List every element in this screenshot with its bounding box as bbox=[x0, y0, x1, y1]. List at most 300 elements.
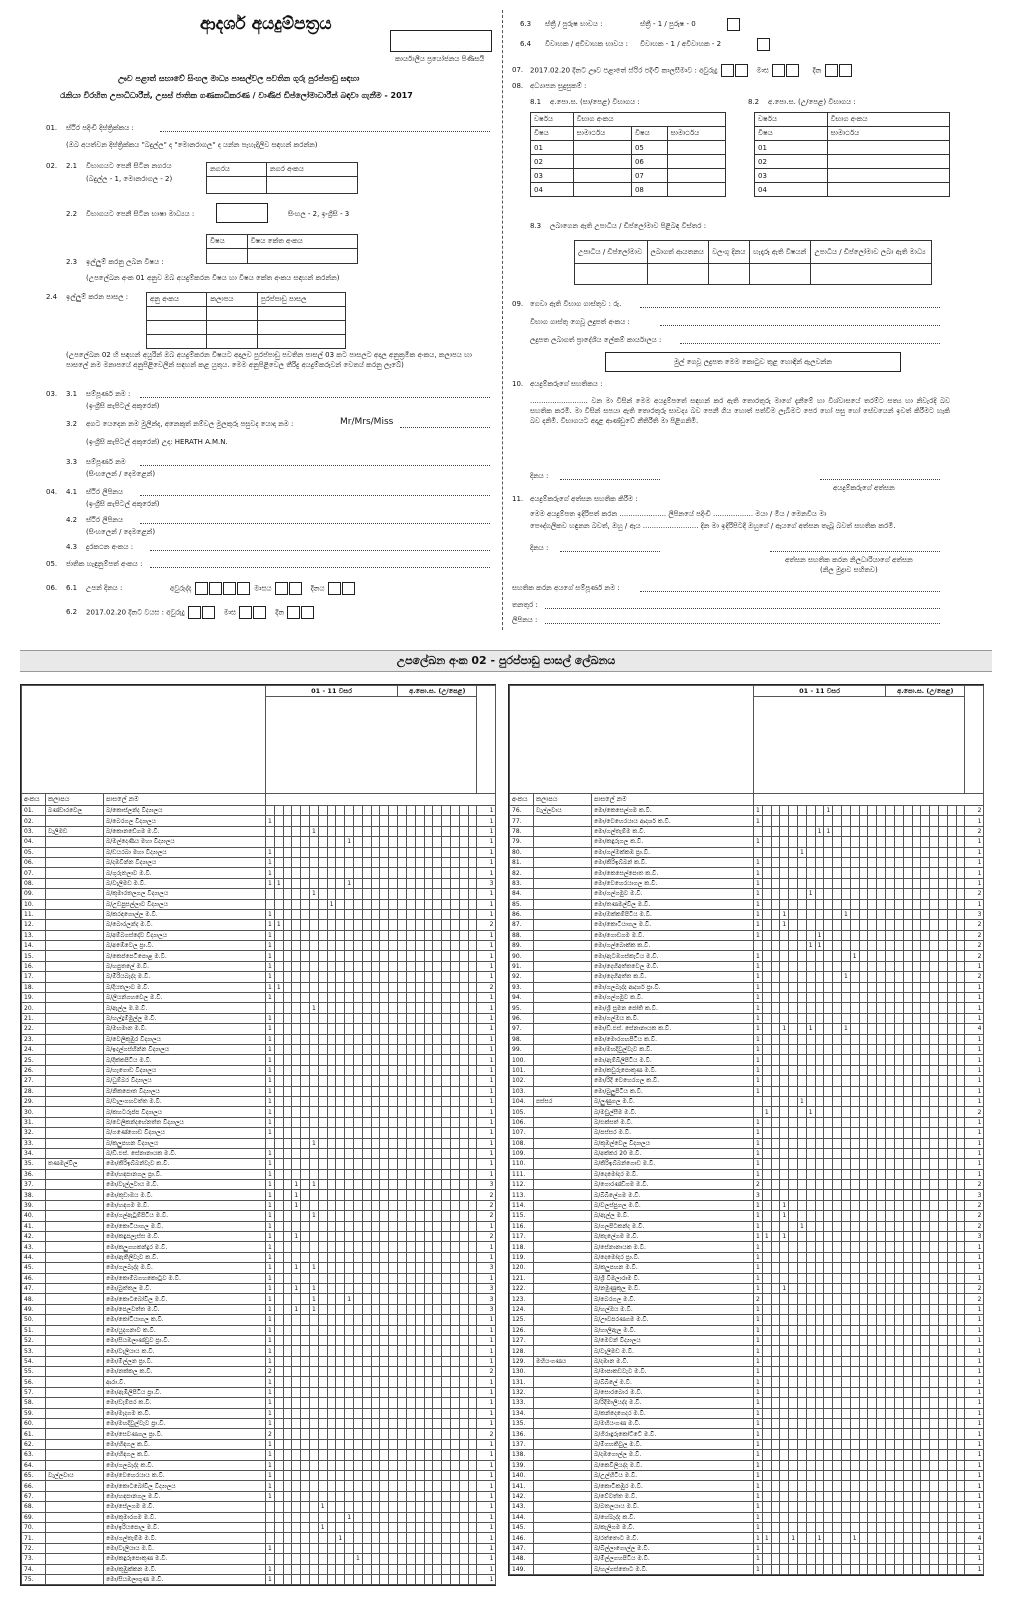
vacancy-cell bbox=[362, 1065, 371, 1075]
vacancy-cell bbox=[842, 1543, 851, 1553]
school-choice-table[interactable] bbox=[146, 292, 346, 349]
deg-cell[interactable] bbox=[750, 264, 811, 285]
vacancy-cell bbox=[921, 1034, 930, 1044]
vacancy-cell bbox=[318, 1512, 327, 1522]
vacancy-cell bbox=[318, 1086, 327, 1096]
vacancy-cell bbox=[833, 806, 842, 816]
ol-table[interactable] bbox=[530, 112, 726, 197]
vacancy-cell bbox=[877, 1076, 886, 1086]
table-row bbox=[22, 1180, 496, 1190]
vacancy-cell bbox=[956, 1502, 965, 1512]
cert-signature-field[interactable] bbox=[770, 551, 940, 552]
vacancy-cell bbox=[362, 1512, 371, 1522]
row-total: 1 bbox=[477, 909, 496, 919]
row-total: 1 bbox=[477, 1460, 496, 1470]
choice-cell[interactable] bbox=[147, 335, 207, 349]
vacancy-cell: 1 bbox=[274, 982, 283, 992]
ol-cell[interactable] bbox=[573, 183, 631, 197]
medium-box[interactable] bbox=[216, 203, 268, 223]
vacancy-cell bbox=[415, 1429, 424, 1439]
vacancy-cell bbox=[371, 1263, 380, 1273]
date-field[interactable] bbox=[560, 479, 660, 480]
row-school: බ/වැලිමඩ ම.වි. bbox=[592, 1346, 754, 1356]
vacancy-cell bbox=[354, 1252, 363, 1262]
row-total: 2 bbox=[477, 982, 496, 992]
date2-field[interactable] bbox=[560, 551, 660, 552]
vacancy-cell bbox=[424, 1377, 433, 1387]
nic-field[interactable] bbox=[150, 567, 490, 568]
vacancy-cell bbox=[850, 816, 859, 826]
row-no: 89. bbox=[510, 941, 534, 951]
vacancy-cell bbox=[292, 1554, 301, 1564]
residence-month-box[interactable] bbox=[786, 64, 799, 77]
city-cell[interactable] bbox=[207, 177, 267, 194]
vacancy-cell bbox=[336, 1076, 345, 1086]
subject-table[interactable] bbox=[206, 234, 358, 264]
vacancy-cell bbox=[301, 1159, 310, 1169]
applicant-signature-field[interactable] bbox=[820, 479, 940, 480]
vacancy-cell bbox=[850, 1128, 859, 1138]
row-school: බ/කොනඩේගම ම.වි. bbox=[104, 826, 266, 836]
vacancy-cell bbox=[859, 941, 868, 951]
vacancy-cell bbox=[380, 1543, 389, 1553]
vacancy-cell bbox=[815, 1512, 824, 1522]
vacancy-cell bbox=[894, 1439, 903, 1449]
cert-name-field[interactable] bbox=[640, 591, 940, 592]
vacancy-cell bbox=[442, 837, 451, 847]
vacancy-cell bbox=[824, 1450, 833, 1460]
ol-cell[interactable] bbox=[573, 169, 631, 183]
vacancy-cell bbox=[938, 1439, 947, 1449]
row-total: 1 bbox=[477, 806, 496, 816]
vacancy-cell bbox=[903, 1564, 912, 1574]
vacancy-cell bbox=[468, 1148, 477, 1158]
vacancy-cell bbox=[318, 1294, 327, 1304]
vacancy-cell bbox=[771, 1356, 780, 1366]
row-no: 62. bbox=[22, 1439, 46, 1449]
vacancy-cell bbox=[398, 1502, 407, 1512]
date-label: දිනය : bbox=[530, 472, 549, 480]
vacancy-cell bbox=[336, 1398, 345, 1408]
choice-cell[interactable] bbox=[257, 321, 345, 335]
residence-day-box[interactable] bbox=[839, 64, 852, 77]
ds-office-field[interactable] bbox=[680, 343, 940, 344]
vacancy-cell bbox=[947, 1096, 956, 1106]
vacancy-cell bbox=[274, 1522, 283, 1532]
col-school: පාසලේ නම bbox=[104, 794, 266, 806]
vacancy-cell bbox=[912, 1450, 921, 1460]
vacancy-cell bbox=[362, 1325, 371, 1335]
row-zone bbox=[46, 920, 104, 930]
vacancy-cell bbox=[806, 857, 815, 867]
row-zone bbox=[534, 1169, 592, 1179]
cert-addr-label: ලිපිනය : bbox=[512, 616, 538, 624]
vacancy-cell bbox=[336, 1003, 345, 1013]
vacancy-cell bbox=[406, 1335, 415, 1345]
row-total: 1 bbox=[477, 1356, 496, 1366]
vacancy-cell bbox=[310, 930, 319, 940]
vacancy-cell bbox=[947, 889, 956, 899]
vacancy-cell bbox=[459, 1471, 468, 1481]
vacancy-cell bbox=[762, 1387, 771, 1397]
dob-month-box[interactable] bbox=[289, 582, 302, 595]
residence-day-box[interactable] bbox=[825, 64, 838, 77]
vacancy-cell bbox=[327, 951, 336, 961]
vacancy-cell: 1 bbox=[789, 1533, 798, 1543]
vacancy-cell bbox=[912, 1356, 921, 1366]
office-use-box[interactable] bbox=[390, 30, 492, 52]
row-school: බ/හපුතලේ ම.වි. bbox=[104, 961, 266, 971]
dob-day-box[interactable] bbox=[342, 582, 355, 595]
row-zone bbox=[534, 1346, 592, 1356]
vacancy-cell bbox=[459, 1522, 468, 1532]
vacancy-cell bbox=[442, 1107, 451, 1117]
vacancy-cell bbox=[938, 806, 947, 816]
vacancy-cell bbox=[354, 1283, 363, 1293]
vacancy-cell bbox=[877, 1024, 886, 1034]
vacancy-cell bbox=[283, 816, 292, 826]
dob-month-box[interactable] bbox=[275, 582, 288, 595]
vacancy-cell bbox=[310, 1491, 319, 1501]
vacancy-cell bbox=[798, 1387, 807, 1397]
age-day-box[interactable] bbox=[301, 606, 314, 619]
vacancy-cell bbox=[877, 899, 886, 909]
vacancy-cell bbox=[389, 1076, 398, 1086]
vacancy-cell bbox=[903, 1481, 912, 1491]
row-zone bbox=[534, 1450, 592, 1460]
vacancy-cell bbox=[371, 1159, 380, 1169]
vacancy-cell bbox=[912, 951, 921, 961]
vacancy-cell bbox=[327, 1128, 336, 1138]
choice-cell[interactable] bbox=[207, 321, 257, 335]
vacancy-cell bbox=[301, 1367, 310, 1377]
choice-cell[interactable] bbox=[147, 321, 207, 335]
fee-field[interactable] bbox=[640, 307, 940, 308]
vacancy-cell bbox=[292, 1107, 301, 1117]
ol-cell[interactable] bbox=[667, 155, 725, 169]
vacancy-cell bbox=[938, 1304, 947, 1314]
vacancy-cell bbox=[859, 1024, 868, 1034]
vacancy-cell bbox=[442, 920, 451, 930]
vacancy-cell bbox=[877, 1283, 886, 1293]
vacancy-cell bbox=[301, 1190, 310, 1200]
vacancy-cell bbox=[921, 1190, 930, 1200]
row-no: 81. bbox=[510, 857, 534, 867]
row-total: 1 bbox=[965, 1522, 984, 1532]
vacancy-cell bbox=[956, 1055, 965, 1065]
vacancy-cell bbox=[336, 1419, 345, 1429]
vacancy-cell bbox=[903, 951, 912, 961]
ol-cell[interactable] bbox=[667, 183, 725, 197]
q33-label: සම්පූර්ණ නම bbox=[86, 458, 126, 466]
vacancy-cell bbox=[833, 826, 842, 836]
vacancy-cell: 1 bbox=[266, 993, 275, 1003]
dob-year-box[interactable] bbox=[195, 582, 208, 595]
vacancy-cell bbox=[318, 909, 327, 919]
cert-addr-field[interactable] bbox=[545, 623, 940, 624]
vacancy-cell: 1 bbox=[266, 1419, 275, 1429]
vacancy-cell: 1 bbox=[754, 1159, 763, 1169]
age-day-box[interactable] bbox=[287, 606, 300, 619]
vacancy-cell bbox=[956, 1117, 965, 1127]
vacancy-cell bbox=[468, 941, 477, 951]
age-month-box[interactable] bbox=[239, 606, 252, 619]
table-row bbox=[510, 1148, 984, 1158]
vacancy-cell bbox=[415, 1419, 424, 1429]
vacancy-cell bbox=[815, 1419, 824, 1429]
subj-code-cell[interactable] bbox=[247, 249, 357, 264]
vacancy-cell bbox=[424, 1107, 433, 1117]
vacancy-cell bbox=[327, 1190, 336, 1200]
vacancy-cell bbox=[424, 1450, 433, 1460]
vacancy-cell bbox=[859, 889, 868, 899]
vacancy-cell bbox=[354, 1107, 363, 1117]
dob-day-box[interactable] bbox=[328, 582, 341, 595]
vacancy-cell bbox=[433, 1076, 442, 1086]
vacancy-cell bbox=[903, 1138, 912, 1148]
vacancy-cell bbox=[806, 961, 815, 971]
vacancy-cell bbox=[424, 1471, 433, 1481]
vacancy-cell bbox=[406, 1034, 415, 1044]
vacancy-cell: 1 bbox=[754, 1003, 763, 1013]
vacancy-cell bbox=[318, 1304, 327, 1314]
cert-post-field[interactable] bbox=[545, 608, 940, 609]
vacancy-cell bbox=[345, 857, 354, 867]
vacancy-cell bbox=[859, 1242, 868, 1252]
row-total: 2 bbox=[477, 1211, 496, 1221]
vacancy-cell bbox=[806, 1086, 815, 1096]
row-school: මො/සෙවණගල ප්‍රා.වි. bbox=[104, 1429, 266, 1439]
choice-cell[interactable] bbox=[257, 307, 345, 321]
vacancy-cell bbox=[921, 1076, 930, 1086]
vacancy-cell bbox=[468, 1564, 477, 1574]
vacancy-cell bbox=[310, 1502, 319, 1512]
vacancy-cell bbox=[947, 1450, 956, 1460]
vacancy-cell bbox=[947, 1398, 956, 1408]
full-name-en-field[interactable] bbox=[140, 397, 490, 398]
vacancy-cell bbox=[318, 1180, 327, 1190]
al-cell[interactable] bbox=[827, 183, 949, 197]
name-initials-field[interactable] bbox=[400, 427, 490, 428]
vacancy-cell bbox=[345, 1252, 354, 1262]
vacancy-cell bbox=[806, 1429, 815, 1439]
dob-year-box[interactable] bbox=[237, 582, 250, 595]
receipt-paste-box[interactable]: මුල් ගෙවූ ලදුපත මෙම කොටුව තුළ හොඳින් ඇලවන්න bbox=[605, 352, 901, 372]
vacancy-cell bbox=[912, 1273, 921, 1283]
vacancy-cell bbox=[886, 1294, 895, 1304]
vacancy-cell bbox=[362, 1356, 371, 1366]
vacancy-cell bbox=[318, 1356, 327, 1366]
vacancy-cell bbox=[921, 1169, 930, 1179]
vacancy-cell bbox=[886, 1148, 895, 1158]
degree-table[interactable] bbox=[574, 240, 932, 285]
vacancy-cell bbox=[345, 1450, 354, 1460]
receipt-no-field[interactable] bbox=[660, 325, 940, 326]
vacancy-cell bbox=[850, 1419, 859, 1429]
vacancy-cell bbox=[930, 1211, 939, 1221]
vacancy-cell bbox=[912, 1211, 921, 1221]
row-school: බ/බතලයාය ම.වි. bbox=[592, 1502, 754, 1512]
marital-box[interactable] bbox=[757, 38, 770, 51]
vacancy-cell bbox=[274, 1491, 283, 1501]
choice-cell[interactable] bbox=[207, 307, 257, 321]
residence-month-box[interactable] bbox=[772, 64, 785, 77]
schedule-title: උපලේඛන අංක 02 - පුරප්පාඩු පාසල් ලේඛනය bbox=[20, 650, 992, 672]
vacancy-cell bbox=[921, 1273, 930, 1283]
vacancy-cell bbox=[301, 1200, 310, 1210]
vacancy-cell bbox=[336, 1554, 345, 1564]
vacancy-cell bbox=[442, 1419, 451, 1429]
vacancy-cell bbox=[762, 857, 771, 867]
row-no: 98. bbox=[510, 1034, 534, 1044]
vacancy-cell bbox=[406, 920, 415, 930]
vacancy-cell bbox=[930, 1242, 939, 1252]
vacancy-cell bbox=[886, 1221, 895, 1231]
table-row bbox=[22, 1096, 496, 1106]
vacancy-cell bbox=[921, 1491, 930, 1501]
table-row bbox=[22, 1346, 496, 1356]
row-no: 125. bbox=[510, 1315, 534, 1325]
vacancy-cell bbox=[450, 1024, 459, 1034]
row-zone bbox=[534, 972, 592, 982]
row-total: 1 bbox=[477, 1169, 496, 1179]
vacancy-cell bbox=[771, 1491, 780, 1501]
vacancy-cell bbox=[336, 1335, 345, 1345]
vacancy-cell bbox=[318, 1533, 327, 1543]
table-row bbox=[510, 1367, 984, 1377]
row-zone bbox=[534, 1543, 592, 1553]
vacancy-cell bbox=[354, 1117, 363, 1127]
vacancy-cell bbox=[283, 1471, 292, 1481]
vacancy-cell bbox=[921, 1356, 930, 1366]
vacancy-cell bbox=[468, 1533, 477, 1543]
district-field[interactable] bbox=[160, 131, 490, 132]
deg-cell[interactable] bbox=[811, 264, 932, 285]
vacancy-cell bbox=[762, 941, 771, 951]
dob-year-box[interactable] bbox=[209, 582, 222, 595]
al-table[interactable] bbox=[754, 112, 950, 197]
vacancy-cell bbox=[318, 1325, 327, 1335]
vacancy-cell bbox=[318, 1200, 327, 1210]
vacancy-cell bbox=[754, 826, 763, 836]
vacancy-cell bbox=[450, 1169, 459, 1179]
row-zone bbox=[46, 1335, 104, 1345]
al-cell[interactable] bbox=[827, 155, 949, 169]
age-month-box[interactable] bbox=[253, 606, 266, 619]
ol-cell[interactable] bbox=[667, 141, 725, 155]
vacancy-cell bbox=[362, 1377, 371, 1387]
vacancy-cell bbox=[274, 1304, 283, 1314]
vacancy-cell bbox=[433, 1315, 442, 1325]
al-cell[interactable] bbox=[827, 141, 949, 155]
vacancy-cell bbox=[789, 1107, 798, 1117]
row-zone bbox=[46, 1398, 104, 1408]
city-table[interactable] bbox=[206, 162, 358, 194]
city-code-cell[interactable] bbox=[266, 177, 357, 194]
row-total: 2 bbox=[965, 920, 984, 930]
row-zone: මහියංගණය bbox=[534, 1356, 592, 1366]
vacancy-cell bbox=[433, 1398, 442, 1408]
vacancy-cell bbox=[450, 1242, 459, 1252]
vacancy-cell bbox=[318, 1377, 327, 1387]
vacancy-cell bbox=[354, 1180, 363, 1190]
q01-no: 01. bbox=[46, 124, 58, 132]
vacancy-cell bbox=[842, 1387, 851, 1397]
row-total: 1 bbox=[477, 1003, 496, 1013]
vacancy-cell bbox=[947, 1180, 956, 1190]
vacancy-cell bbox=[459, 930, 468, 940]
ol-cell[interactable] bbox=[667, 169, 725, 183]
vacancy-cell bbox=[850, 1522, 859, 1532]
vacancy-cell bbox=[336, 826, 345, 836]
al-cell[interactable] bbox=[827, 169, 949, 183]
vacancy-cell bbox=[450, 1554, 459, 1564]
vacancy-cell bbox=[780, 1076, 789, 1086]
vacancy-cell bbox=[894, 941, 903, 951]
vacancy-cell bbox=[938, 1450, 947, 1460]
residence-year-box[interactable] bbox=[721, 64, 734, 77]
vacancy-cell bbox=[921, 909, 930, 919]
vacancy-cell bbox=[938, 1377, 947, 1387]
al-index-col: විභාග අංකය bbox=[827, 113, 949, 127]
vacancy-cell bbox=[292, 1003, 301, 1013]
q33-no: 3.3 bbox=[66, 458, 78, 466]
vacancy-cell bbox=[406, 941, 415, 951]
vacancy-cell bbox=[938, 1107, 947, 1117]
vacancy-cell bbox=[301, 806, 310, 816]
vacancy-cell bbox=[354, 1481, 363, 1491]
vacancy-cell bbox=[389, 1128, 398, 1138]
phone-field[interactable] bbox=[150, 550, 490, 551]
residence-year-box[interactable] bbox=[735, 64, 748, 77]
dob-year-box[interactable] bbox=[223, 582, 236, 595]
choice-cell[interactable] bbox=[257, 335, 345, 349]
age-month-label: මාස bbox=[223, 608, 237, 617]
address-en-field[interactable] bbox=[140, 495, 490, 496]
vacancy-cell bbox=[274, 961, 283, 971]
vacancy-cell bbox=[947, 1408, 956, 1418]
vacancy-cell bbox=[459, 1387, 468, 1397]
deg-cell[interactable] bbox=[575, 264, 648, 285]
address-si-field[interactable] bbox=[140, 523, 490, 524]
row-school: බ/ගලපිටකන්ද ම.වි. bbox=[592, 1221, 754, 1231]
age-year-box[interactable] bbox=[188, 606, 201, 619]
vacancy-cell bbox=[442, 1574, 451, 1584]
vacancy-cell bbox=[433, 1117, 442, 1127]
vacancy-cell bbox=[815, 806, 824, 816]
full-name-si-field[interactable] bbox=[140, 465, 490, 466]
row-zone bbox=[534, 1076, 592, 1086]
vacancy-cell bbox=[930, 941, 939, 951]
vacancy-cell bbox=[459, 1450, 468, 1460]
vacancy-cell: 1 bbox=[754, 1128, 763, 1138]
vacancy-cell bbox=[798, 1107, 807, 1117]
al-row-no: 03 bbox=[755, 169, 828, 183]
vacancy-cell bbox=[310, 1148, 319, 1158]
subj-cell[interactable] bbox=[207, 249, 248, 264]
deg-cell[interactable] bbox=[709, 264, 750, 285]
vacancy-cell bbox=[450, 951, 459, 961]
gender-box[interactable] bbox=[727, 18, 740, 31]
age-year-box[interactable] bbox=[202, 606, 215, 619]
ol-cell[interactable] bbox=[573, 141, 631, 155]
vacancy-cell bbox=[433, 868, 442, 878]
choice-cell[interactable] bbox=[147, 307, 207, 321]
choice-cell[interactable] bbox=[207, 335, 257, 349]
ol-cell[interactable] bbox=[573, 155, 631, 169]
vacancy-cell bbox=[371, 1024, 380, 1034]
deg-cell[interactable] bbox=[647, 264, 709, 285]
